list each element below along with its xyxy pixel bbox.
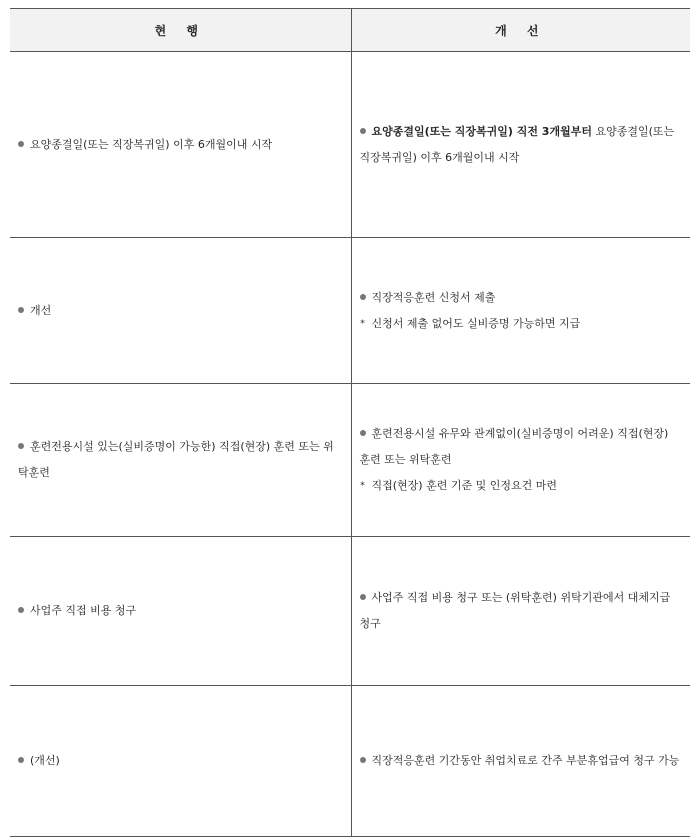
current-cell: [10, 238, 351, 384]
bullet-dot-icon: [360, 430, 366, 436]
bullet-dot-icon: [18, 443, 24, 449]
header-row: [10, 9, 690, 52]
list-item: 요양종결일(또는 직장복귀일) 이후 6개월이내 시작: [18, 132, 343, 158]
list-item: 훈련전용시설 있는(실비증명이 가능한) 직접(현장) 훈련 또는 위탁훈련: [18, 440, 334, 479]
list-item: 개선: [18, 298, 343, 324]
list-item: 요양종결일(또는 직장복귀일) 직전 3개월부터 요양종결일(또는 직장복귀일) 이후 6개월이내 시작: [359, 124, 675, 164]
bullet-dot-icon: [18, 307, 24, 313]
table-row: [10, 238, 690, 384]
list-item: 직장적응훈련 기간동안 취업치료로 간주 부분휴업급여 청구 가능: [360, 748, 683, 774]
current-cell: [10, 537, 351, 686]
table-row: [10, 52, 690, 238]
list-item: (개선): [18, 748, 343, 774]
bullet-dot-icon: [18, 757, 24, 763]
bullet-dot-icon: [360, 757, 366, 763]
list-item: 직장적응훈련 신청서 제출: [360, 285, 683, 311]
asterisk-icon: *: [360, 318, 365, 329]
header-current: 현 행: [10, 9, 351, 52]
emphasis-text: 요양종결일(또는 직장복귀일) 직전 3개월부터: [371, 124, 592, 138]
table-row: [10, 537, 690, 686]
improved-cell: [351, 537, 690, 686]
bullet-dot-icon: [360, 594, 366, 600]
list-item: 사업주 직접 비용 청구: [18, 598, 343, 624]
improved-cell: [351, 686, 690, 837]
bullet-dot-icon: [360, 294, 366, 300]
improved-cell: [351, 384, 690, 537]
current-cell: [10, 384, 351, 537]
list-item: 사업주 직접 비용 청구 또는 (위탁훈련) 위탁기관에서 대체지급 청구: [359, 591, 671, 630]
bullet-dot-icon: [18, 141, 24, 147]
improved-cell: [351, 52, 690, 238]
current-cell: [10, 686, 351, 837]
note-item: * 직접(현장) 훈련 기준 및 인정요건 마련: [360, 473, 683, 499]
table-row: [10, 384, 690, 537]
table-row: [10, 686, 690, 837]
note-item: * 신청서 제출 없어도 실비증명 가능하면 지급: [360, 311, 683, 337]
bullet-dot-icon: [18, 607, 24, 613]
current-cell: [10, 52, 351, 238]
list-item: 훈련전용시설 유무와 관계없이(실비증명이 어려운) 직접(현장) 훈련 또는 위탁훈련: [359, 427, 669, 466]
comparison-table: [10, 8, 690, 837]
header-improved: 개 선: [351, 9, 690, 52]
bullet-dot-icon: [360, 128, 366, 134]
asterisk-icon: *: [360, 481, 365, 491]
improved-cell: [351, 238, 690, 384]
